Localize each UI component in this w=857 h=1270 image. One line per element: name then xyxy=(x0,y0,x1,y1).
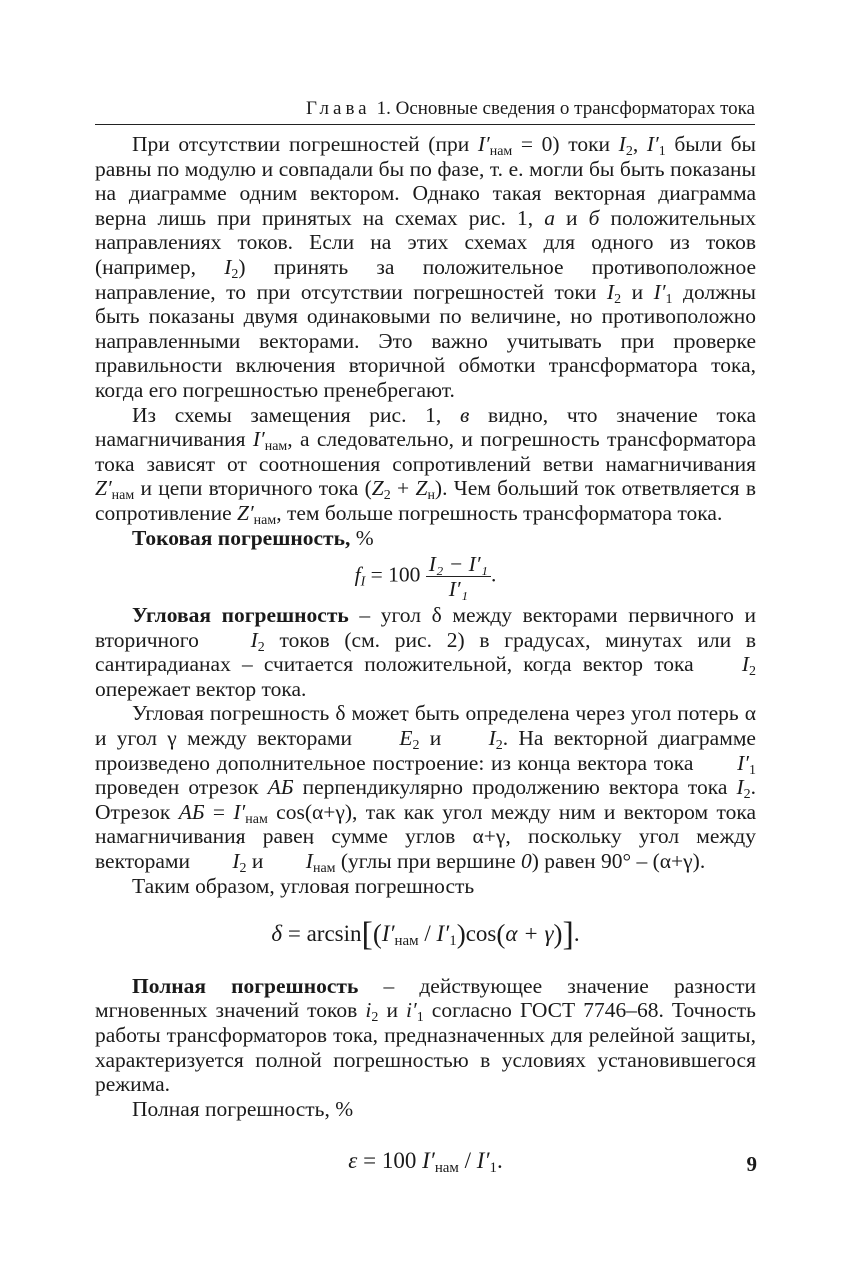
formula-angle-error: $\delta = \arcsin[(I'_{нам} / I'_1)\cos(\alpha + \gamma)]$. xyxy=(271,916,580,954)
running-header xyxy=(95,98,755,125)
formula-current-error: $f_I = 100$ $\frac{\text{I₂ − I′₁}}{\text{I′₁}}$ . xyxy=(354,552,497,602)
paragraph-3: Токовая погрешность, % xyxy=(132,525,374,550)
fraction: $\frac{\text{I₂ − I′₁}}{\text{I′₁}}$ xyxy=(426,552,491,601)
formula-full-error: ε = 100 $I'_{нам} / I'_1$. xyxy=(348,1148,503,1177)
chapter-word: Глава xyxy=(305,98,371,119)
paragraph-2: Из схемы замещения рис. 1, в видно, что значение тока намагничивания $I'_{нам}$, а следовательно, и погрешность трансформатора тока зависят от соотношения сопротивлений ветви намагничивания $Z'_{нам}$ и цепи вторичного тока $(Z_2 + Z_н)$. Чем больший ток ответвляется в сопротивление $Z'_{нам}$, тем больше погрешность трансформатора тока. xyxy=(95,402,756,528)
paragraph-5: Угловая погрешность δ может быть определена через угол потерь α и угол γ между векторами ˙ $E_2$ и ˙ $I_2$. На векторной диаграмме произведено дополнительное построение: из конца вектора тока ˙ $I'_1$ проведен отрезок АБ перпендикулярно продолжению вектора тока $I_2$. Отрезок АБ = $I'_{нам}$ cos(α+γ), так как угол между ним и вектором тока намагничивания равен сумме углов α+γ, поскольку угол между векторами ˙ $I_2$ и ˙ $I_{нам}$ (углы при вершине 0) равен 90° – (α+γ). xyxy=(95,701,756,873)
page-body xyxy=(95,132,757,1177)
page-number: 9 xyxy=(746,1152,757,1176)
paragraph-8: Полная погрешность, % xyxy=(132,1096,354,1121)
paragraph-4: Угловая погрешность – угол δ между векторами первичного и вторичного ˙ $I_2$ токов (см. рис. 2) в градусах, минутах или в сантирадианах – считается положительной, когда вектор тока ˙ $I_2$ опережает вектор тока. xyxy=(95,603,756,701)
paragraph-1: При отсутствии погрешностей (при $I'_{нам} = 0$) токи $I_2$, $I'_1$ были бы равны по модулю и совпадали бы по фазе, т. е. могли бы быть показаны на диаграмме одним вектором. Однако такая векторная диаграмма верна лишь при принятых на схемах рис. 1, а и б положительных направлениях токов. Если на этих схемах для одного из токов (например, $I_2$) принять за положительное противоположное направление, то при отсутствии погрешностей токи $I_2$ и $I'_1$ должны быть показаны двумя одинаковыми по величине, но противоположно направленными векторами. Это важно учитывать при проверке правильности включения вторичной обмотки трансформатора тока, когда его погрешностью пренебрегают. xyxy=(95,132,757,402)
paragraph-7: Полная погрешность – действующее значение разности мгновенных значений токов $i_2$ и $i'_1$ согласно ГОСТ 7746–68. Точность работы трансформаторов тока, предназначенных для релейной защиты, характеризуется полной погрешностью в условиях установившегося режима. xyxy=(95,973,756,1097)
paragraph-6: Таким образом, угловая погрешность xyxy=(132,873,475,898)
chapter-title: 1. Основные сведения о трансформаторах тока xyxy=(376,98,755,119)
